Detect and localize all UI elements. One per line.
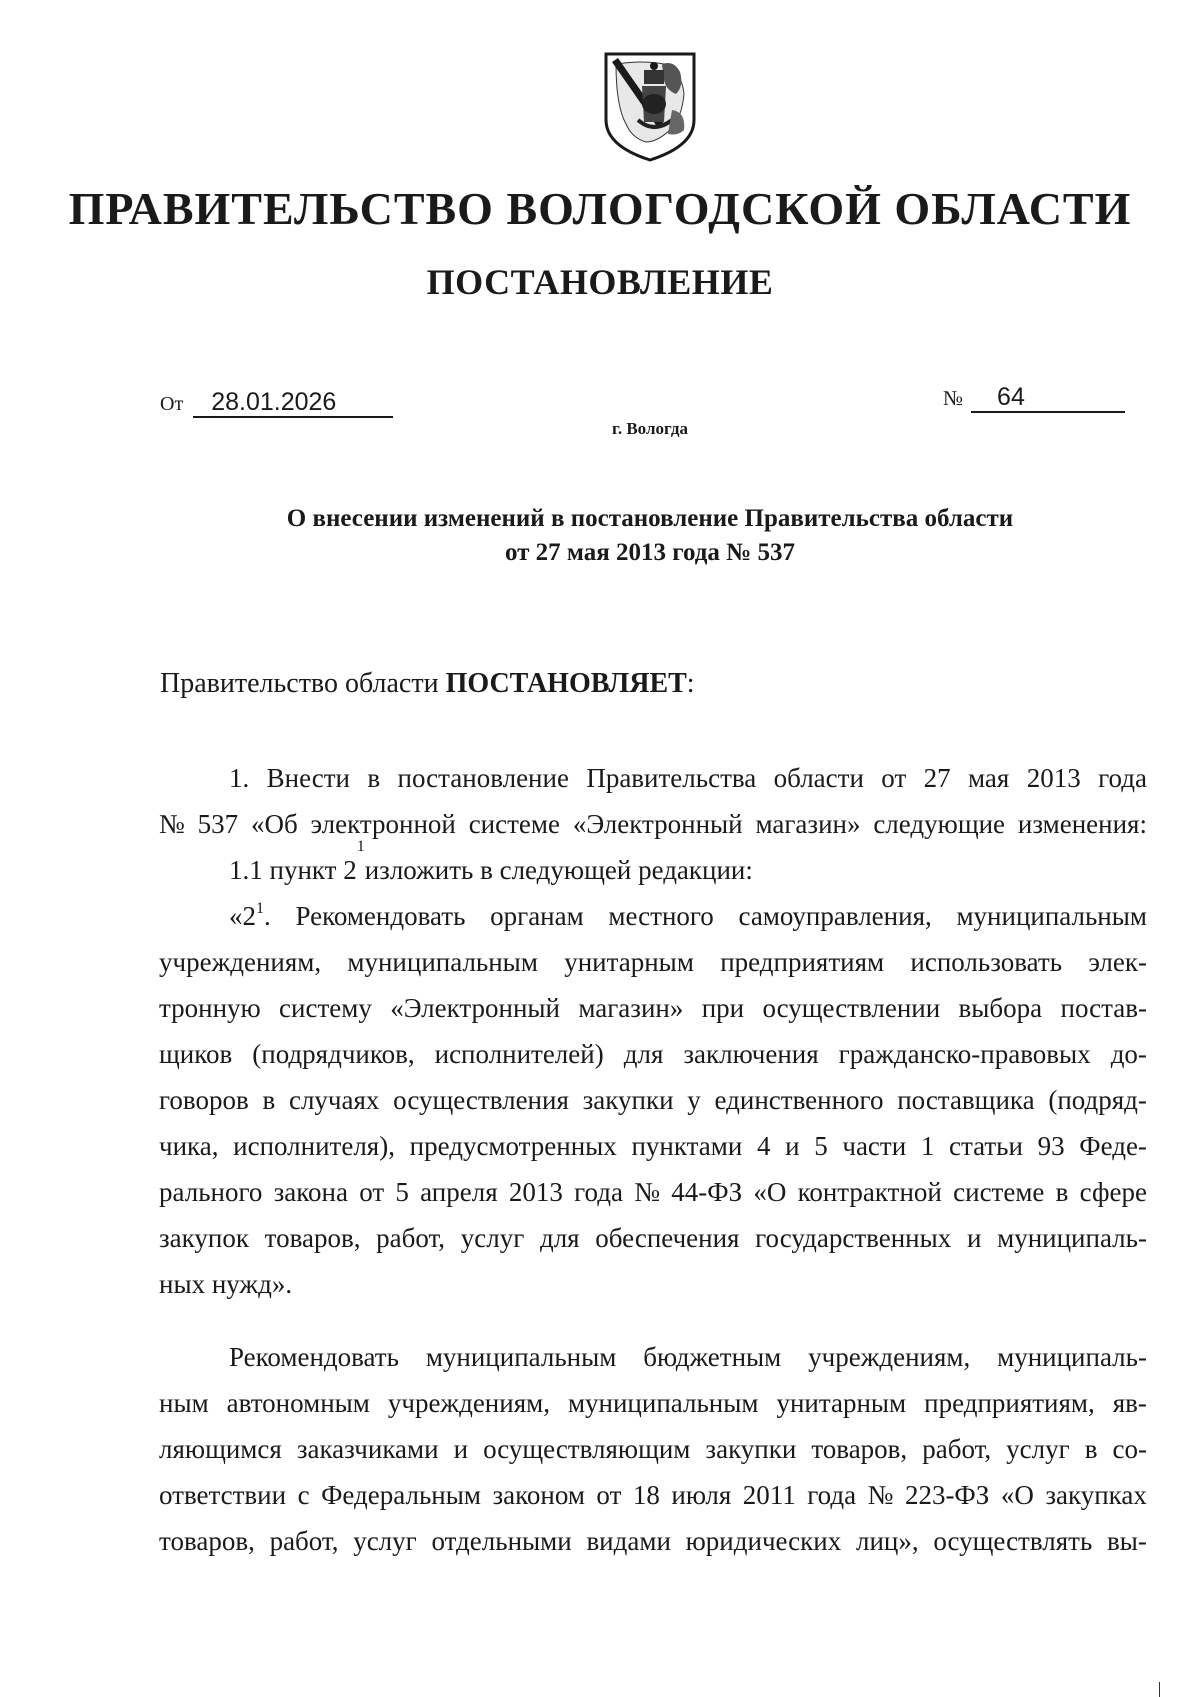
word: муниципаль- [997, 1223, 1147, 1253]
word: у [687, 1085, 701, 1115]
body-line [159, 838, 1147, 893]
word: постав- [1060, 993, 1147, 1023]
word: унитарным [564, 947, 694, 977]
p3-first-line [229, 893, 271, 939]
word: июля [671, 1480, 732, 1510]
word: 223-ФЗ [904, 1480, 990, 1510]
word: работ, [269, 1526, 339, 1556]
word: осуществляющим [483, 1434, 691, 1464]
word: заключения [683, 1039, 819, 1069]
word: и [453, 1434, 469, 1464]
word: систему [279, 993, 372, 1023]
word: услуг [460, 1223, 525, 1253]
word: и [785, 1131, 800, 1161]
word: осуществлять [933, 1526, 1093, 1556]
word: электронной [310, 809, 456, 839]
document-body [159, 755, 1147, 1564]
government-title: ПРАВИТЕЛЬСТВО ВОЛОГОДСКОЙ ОБЛАСТИ [68, 183, 1132, 234]
number-prefix: № [943, 386, 964, 410]
subject-line-2: от 27 мая 2013 года № 537 [504, 539, 796, 566]
p2-text-after: изложить в следующей редакции: [364, 855, 753, 885]
word: товаров, [264, 1223, 361, 1253]
word: года [574, 1177, 623, 1207]
word: изменения: [1017, 809, 1147, 839]
decree-statement [160, 668, 695, 700]
word: видами [586, 1526, 671, 1556]
word: рального [159, 1177, 263, 1207]
word: в [367, 763, 381, 793]
body-line [159, 1472, 1147, 1518]
p3-superscript: 1 [256, 900, 264, 917]
word: случаях [288, 1085, 380, 1115]
word: «Электронный [572, 809, 743, 839]
p2-superscript: 1 [356, 838, 365, 855]
word: единственного [714, 1085, 884, 1115]
word: от [596, 1480, 622, 1510]
document-number: 64 [971, 383, 1125, 413]
word: использовать [910, 947, 1063, 977]
word: года [807, 1480, 857, 1510]
word: учреждениям, [387, 1388, 550, 1418]
date-prefix: От [160, 393, 184, 415]
word: муниципальным [425, 1342, 617, 1372]
word: системе [953, 1177, 1045, 1207]
body-line [159, 1380, 1147, 1426]
word: местного [608, 901, 714, 931]
word: части [842, 1131, 907, 1161]
body-line [159, 985, 1147, 1031]
word: работ, [922, 1434, 992, 1464]
word: пунктами [631, 1131, 743, 1161]
word: органам [490, 901, 584, 931]
body-line [159, 1334, 1147, 1380]
word: 2013 [508, 1177, 563, 1207]
word: ляющимся [159, 1434, 282, 1464]
word: муниципальным [347, 947, 538, 977]
document-type: ПОСТАНОВЛЕНИЕ [426, 262, 774, 302]
word: вы- [1107, 1526, 1147, 1556]
body-line [159, 1169, 1147, 1215]
word: «Об [250, 809, 298, 839]
word: юридических [685, 1526, 842, 1556]
word: чика, [159, 1131, 219, 1161]
word: лиц», [855, 1526, 919, 1556]
word: 1. [229, 763, 250, 793]
word: № [159, 809, 185, 839]
body-line [159, 1518, 1147, 1564]
coat-of-arms-icon [602, 50, 698, 165]
word: ным [159, 1388, 209, 1418]
word: 93 [1037, 1131, 1065, 1161]
word: закона [273, 1177, 348, 1207]
word: закупки [705, 1434, 797, 1464]
word: заказчиками [296, 1434, 439, 1464]
word: государственных [755, 1223, 952, 1253]
date-row [160, 388, 393, 418]
word: до- [1110, 1039, 1147, 1069]
word: поставщика [897, 1085, 1035, 1115]
word: товаров, [159, 1526, 255, 1556]
word: исполнителей) [434, 1039, 604, 1069]
word: гражданско-правовых [838, 1039, 1091, 1069]
word: в [1055, 1177, 1069, 1207]
word: со- [1112, 1434, 1147, 1464]
word: тронную [159, 993, 261, 1023]
word: следующие [873, 809, 1006, 839]
word: постановление [397, 763, 569, 793]
word: 1 [920, 1131, 935, 1161]
word: осуществлении [762, 993, 941, 1023]
word: обеспечения [595, 1223, 740, 1253]
word: выбора [958, 993, 1043, 1023]
word: товаров, [811, 1434, 908, 1464]
word: для [539, 1223, 580, 1253]
word: (подрядчиков, [252, 1039, 415, 1069]
word: при [701, 993, 745, 1023]
word: бюджетным [643, 1342, 782, 1372]
word: ответствии [159, 1480, 287, 1510]
body-line [159, 1077, 1147, 1123]
word: 2013 [1026, 763, 1081, 793]
word: магазин» [755, 809, 861, 839]
decree-lead: Правительство области [160, 668, 446, 699]
word: 44-ФЗ [671, 1177, 743, 1207]
word: мая [968, 763, 1010, 793]
word: предприятиям, [924, 1388, 1095, 1418]
p3-line-1: . [264, 901, 271, 931]
p2-text-before: 1.1 пункт 2 [229, 855, 357, 885]
word: области [773, 763, 864, 793]
word: года [1098, 763, 1147, 793]
document-subject [0, 502, 1200, 570]
word: закупки [582, 1085, 674, 1115]
word: Рекомендовать [295, 901, 466, 931]
word: Феде- [1079, 1131, 1147, 1161]
body-line [159, 755, 1147, 801]
word: контрактной [797, 1177, 942, 1207]
word: муниципальным [956, 901, 1147, 931]
p3-text-before: «2 [229, 901, 256, 931]
word: с [297, 1480, 310, 1510]
word: закупок [159, 1223, 249, 1253]
body-line [159, 1215, 1147, 1261]
body-line [159, 1123, 1147, 1169]
word: магазин» [578, 993, 684, 1023]
word: 4 [756, 1131, 771, 1161]
word: работ, [376, 1223, 446, 1253]
word: самоуправления, [738, 901, 932, 931]
word: Рекомендовать [229, 1342, 399, 1372]
word: статьи [948, 1131, 1023, 1161]
word: сфере [1079, 1177, 1147, 1207]
body-line [159, 939, 1147, 985]
word: системе [468, 809, 560, 839]
word: муниципальным [567, 1388, 759, 1418]
word: 537 [197, 809, 239, 839]
word: учреждениям, [159, 947, 322, 977]
word: и [966, 1223, 982, 1253]
word: отдельными [431, 1526, 572, 1556]
word: Правительства [586, 763, 757, 793]
word: в [262, 1085, 276, 1115]
body-line: ных нужд». [159, 1269, 293, 1299]
word: услуг [1006, 1434, 1070, 1464]
word: от [359, 1177, 385, 1207]
word: для [623, 1039, 664, 1069]
word: яв- [1112, 1388, 1147, 1418]
city-label: г. Вологда [612, 419, 688, 438]
word: муниципаль- [997, 1342, 1147, 1372]
scan-edge-mark [1159, 1682, 1160, 1697]
word: исполнителя), [233, 1131, 395, 1161]
word: от [881, 763, 907, 793]
word: услуг [353, 1526, 417, 1556]
word: осуществления [393, 1085, 569, 1115]
word: апреля [420, 1177, 498, 1207]
word: «Электронный [390, 993, 560, 1023]
word: в [1084, 1434, 1098, 1464]
word: Федеральным [321, 1480, 481, 1510]
word: щиков [159, 1039, 233, 1069]
decree-tail: : [686, 668, 695, 699]
word: 5 [814, 1131, 828, 1161]
body-line [159, 893, 1147, 939]
body-line [159, 1426, 1147, 1472]
word: «О [1000, 1480, 1034, 1510]
word: предприятиям [720, 947, 885, 977]
word: 27 [923, 763, 951, 793]
word: (подряд- [1048, 1085, 1147, 1115]
word: «О [753, 1177, 787, 1207]
word: 2011 [742, 1480, 796, 1510]
word: 18 [632, 1480, 660, 1510]
body-line [159, 1031, 1147, 1077]
decree-keyword: ПОСТАНОВЛЯЕТ [445, 668, 687, 699]
word: Внести [266, 763, 350, 793]
body-line [159, 801, 1147, 847]
word: 5 [395, 1177, 409, 1207]
word: № [867, 1480, 894, 1510]
word: № [634, 1177, 660, 1207]
word: автономным [226, 1388, 370, 1418]
word: законом [492, 1480, 585, 1510]
subject-line-1: О внесении изменений в постановление Правительства области [286, 505, 1014, 532]
document-date: 28.01.2026 [193, 388, 393, 418]
word: закупках [1045, 1480, 1147, 1510]
paragraph-gap [159, 1307, 1147, 1334]
number-row [943, 383, 1125, 413]
word: говоров [159, 1085, 249, 1115]
word: элек- [1088, 947, 1147, 977]
word: учреждениям, [808, 1342, 971, 1372]
word: предусмотренных [409, 1131, 617, 1161]
word: унитарным [776, 1388, 907, 1418]
